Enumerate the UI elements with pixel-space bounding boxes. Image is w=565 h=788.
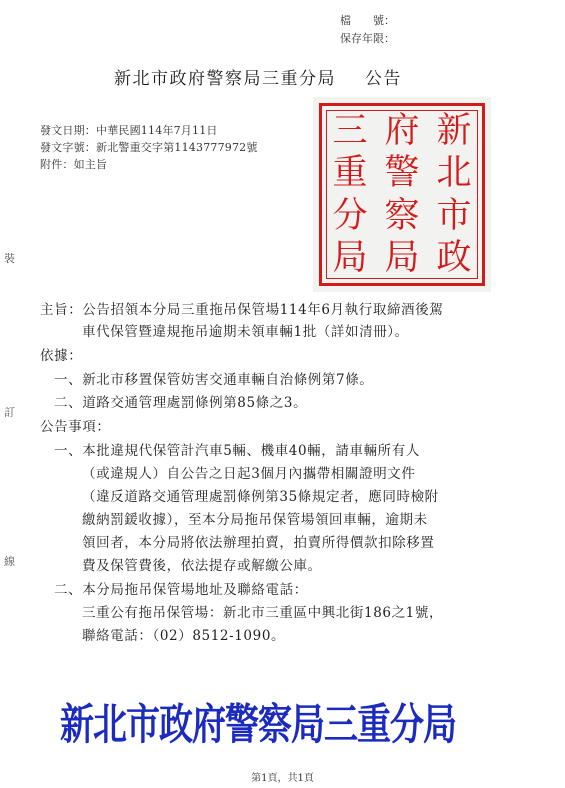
seal-char: 北: [436, 153, 472, 194]
page-number: 第1頁，共1頁: [251, 773, 314, 784]
notice-item-line: 繳納罰鍰收據），至本分局拖吊保管場領回車輛，逾期未: [82, 512, 428, 528]
notice-item-line: （違反道路交通管理處罰條例第35條規定者，應同時檢附: [82, 489, 439, 505]
seal-char: 市: [436, 195, 472, 236]
seal-char: 重: [332, 153, 368, 194]
binding-mark-bind: 裝: [4, 252, 15, 265]
document-number: 發文字號：新北警重交字第1143777972號: [40, 141, 258, 154]
notice-item-line: 費及保管費後，依法提存或解繳公庫。: [82, 558, 322, 574]
seal-char: 府: [384, 111, 420, 151]
seal-char: 政: [436, 237, 472, 278]
seal-column: [327, 111, 373, 278]
basis-item: 二、道路交通管理處罰條例第85條之3。: [54, 395, 308, 411]
attachment-note: 附件：如主旨: [40, 158, 108, 171]
seal-column: [431, 111, 477, 278]
seal-char: 三: [332, 111, 368, 151]
notice-item-line: 一、本批違規代保管計汽車5輛、機車40輛，請車輛所有人: [54, 443, 420, 459]
notice-item-line: 三重公有拖吊保管場：新北市三重區中興北街186之1號，: [82, 605, 444, 621]
retention-period-label: 保存年限：: [340, 32, 395, 45]
notice-item-line: 聯絡電話：（02）8512-1090。: [82, 628, 286, 644]
document-title: [114, 64, 402, 89]
seal-char: 新: [436, 111, 472, 151]
seal-char: 局: [332, 237, 368, 278]
notice-heading: 公告事項：: [40, 419, 111, 435]
seal-char: 察: [384, 195, 420, 236]
seal-char: 警: [384, 153, 420, 194]
official-seal: [313, 97, 491, 292]
subject-line: 主旨：公告招領本分局三重拖吊保管場114年6月執行取締酒後駕: [40, 302, 444, 318]
seal-characters: [327, 111, 477, 278]
notice-item-line: 領回者，本分局將依法辦理拍賣，拍賣所得價款扣除移置: [82, 535, 435, 551]
notice-item-line: 二、本分局拖吊保管場地址及聯絡電話：: [54, 582, 308, 598]
agency-signature-stamp: 新北市政府警察局三重分局: [60, 700, 456, 750]
issuing-agency: 新北市政府警察局三重分局: [114, 69, 336, 89]
seal-char: 局: [384, 237, 420, 278]
basis-heading: 依據：: [40, 348, 83, 364]
subject-line: 車代保管暨違規拖吊逾期未領車輛1批（詳如清冊）。: [82, 324, 409, 340]
binding-mark-staple: 訂: [4, 406, 15, 419]
notice-item-line: （或違規人）自公告之日起3個月內攜帶相關證明文件: [82, 466, 416, 482]
file-number-label: 檔 號：: [340, 14, 395, 27]
basis-item: 一、新北市移置保管妨害交通車輛自治條例第7條。: [54, 372, 374, 388]
document-type: 公告: [364, 69, 402, 89]
issue-date: 發文日期：中華民國114年7月11日: [40, 124, 218, 137]
seal-column: [379, 111, 425, 278]
binding-mark-line: 線: [4, 555, 15, 568]
seal-char: 分: [332, 195, 368, 236]
